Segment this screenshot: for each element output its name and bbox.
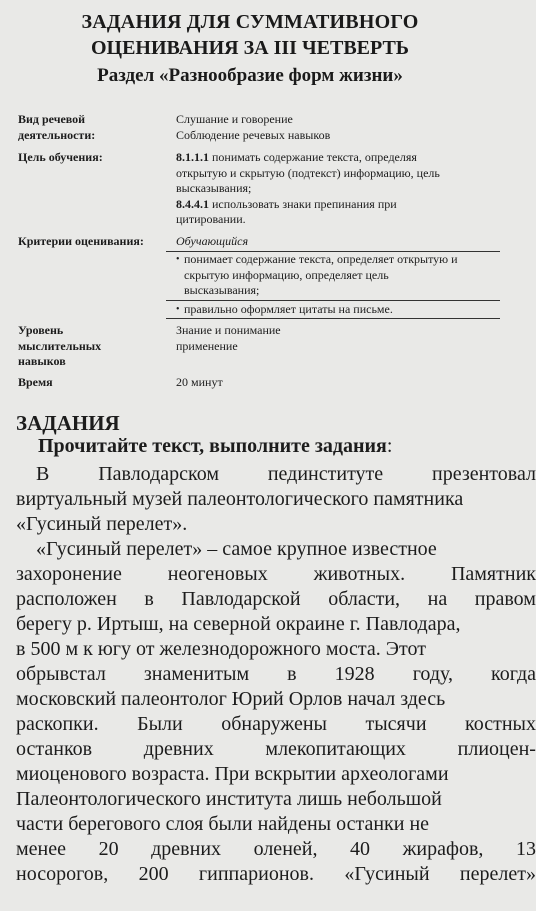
text-word: захоронение [16,563,122,585]
text-word: обрывстал [16,663,106,685]
text-word: когда [491,663,536,685]
criteria-subject: Обучающийся [176,234,249,248]
text-word: берегу р. Иртыш, на северной окраине г. Павлодара, [16,613,461,635]
text-line [16,637,536,662]
text-word: древних [143,738,214,760]
text-word: в [287,663,297,685]
text-word: млекопитающих [265,738,406,760]
text-word: Павлодарской [181,588,301,610]
text-word: 40 [350,838,371,860]
time-value: 20 минут [176,375,223,389]
text-line [16,512,536,537]
reading-text [16,462,536,887]
text-line [16,837,536,862]
goal1-text-3: высказывания; [176,181,252,195]
text-word: жирафов, [402,838,484,860]
text-word: презентовал [432,463,536,485]
level-label-line-3: навыков [18,354,66,368]
goal-label: Цель обучения: [18,150,103,164]
text-word: 20 [98,838,119,860]
level-value-2: применение [176,338,238,353]
text-word: Палеонтологического института лишь небольшой [16,788,442,810]
text-word: носорогов, [16,863,109,885]
activity-label-line-2: деятельности: [18,127,96,142]
text-word: «Гусиный [344,863,430,885]
text-word: миоценового возраста. При вскрытии археологами [16,763,449,785]
text-line [16,762,536,787]
text-line [16,787,536,812]
text-word: году, [412,663,453,685]
text-word: виртуальный музей палеонтологического памятника [16,488,464,510]
section-title: Раздел «Разнообразие форм жизни» [97,65,403,86]
text-word: В [36,463,50,485]
text-word: в [144,588,154,610]
text-word: останков [16,738,93,760]
criteria-label: Критерии оценивания: [18,234,144,248]
text-word: животных. [313,563,406,585]
text-line [16,737,536,762]
text-word: Павлодарском [98,463,219,485]
goal1-text-2: открытую и скрытую (подтекст) информацию, цель [176,165,440,180]
level-label-line-2: мыслительных [18,338,102,353]
instruction-text: Прочитайте текст, выполните задания [38,435,387,457]
doc-title-line-1: ЗАДАНИЯ ДЛЯ СУММАТИВНОГО [81,11,419,33]
criterion-1-line-3: высказывания; [184,283,260,297]
criterion-1-line-2: скрытую информацию, определяет цель [184,267,389,282]
text-word: в 500 м к югу от железнодорожного моста. Этот [16,638,426,660]
text-line [16,712,536,737]
text-word: тысячи [365,713,427,735]
text-word: пединституте [267,463,384,485]
text-line [16,687,536,712]
text-word: обнаружены [221,713,327,735]
text-line [16,812,536,837]
text-word: гиппарионов. [198,863,314,885]
goal2-text-1: использовать знаки препинания при [209,196,397,211]
text-line [16,612,536,637]
instruction [38,435,392,458]
text-word: раскопки. [16,713,99,735]
text-word: на [427,588,448,610]
text-line [16,487,536,512]
text-word: 1928 [334,663,375,685]
text-line [16,587,536,612]
text-word: «Гусиный перелет» – самое крупное известное [36,538,437,560]
goal1-text-1: понимать содержание текста, определяя [209,150,417,164]
text-word: оленей, [253,838,318,860]
criterion-2: • правильно оформляет цитаты на письме. [184,302,514,318]
text-line [16,537,536,562]
tasks-heading: ЗАДАНИЯ [16,411,120,435]
text-word: Были [137,713,183,735]
text-word: древних [151,838,222,860]
text-word: Памятник [450,563,536,585]
text-word: плиоцен- [457,738,536,760]
criteria-rule-3 [166,318,500,319]
text-word: перелет» [459,863,536,885]
activity-label-line-1: Вид речевой [18,112,86,126]
text-word: московский палеонтолог Юрий Орлов начал здесь [16,688,446,710]
text-word: неогеновых [167,563,268,585]
goal1-code: 8.1.1.1 [176,150,209,164]
text-word: 13 [515,838,536,860]
text-word: знаменитым [143,663,250,685]
text-word: менее [16,838,66,860]
instruction-colon: : [386,435,393,457]
text-word: части берегового слоя были найдены останки не [16,813,430,835]
time-label: Время [18,375,53,389]
text-line [16,562,536,587]
goal2-code: 8.4.4.1 [176,196,209,211]
level-label-line-1: Уровень [18,323,64,337]
text-word: «Гусиный перелет». [16,513,188,535]
text-line [16,862,536,887]
text-word: 200 [138,863,169,885]
criteria-rule-2 [166,300,500,301]
text-line [16,462,536,487]
criterion-1-line-1: • понимает содержание текста, определяет открытую и [184,252,514,268]
text-word: области, [328,588,401,610]
text-line [16,662,536,687]
text-word: правом [474,588,536,610]
activity-value-1: Слушание и говорение [176,112,293,126]
level-value-1: Знание и понимание [176,323,281,337]
activity-value-2: Соблюдение речевых навыков [176,127,331,142]
text-word: расположен [16,588,117,610]
doc-title-line-2: ОЦЕНИВАНИЯ ЗА III ЧЕТВЕРТЬ [90,37,410,59]
text-word: костных [465,713,536,735]
goal2-text-2: цитировании. [176,212,246,226]
